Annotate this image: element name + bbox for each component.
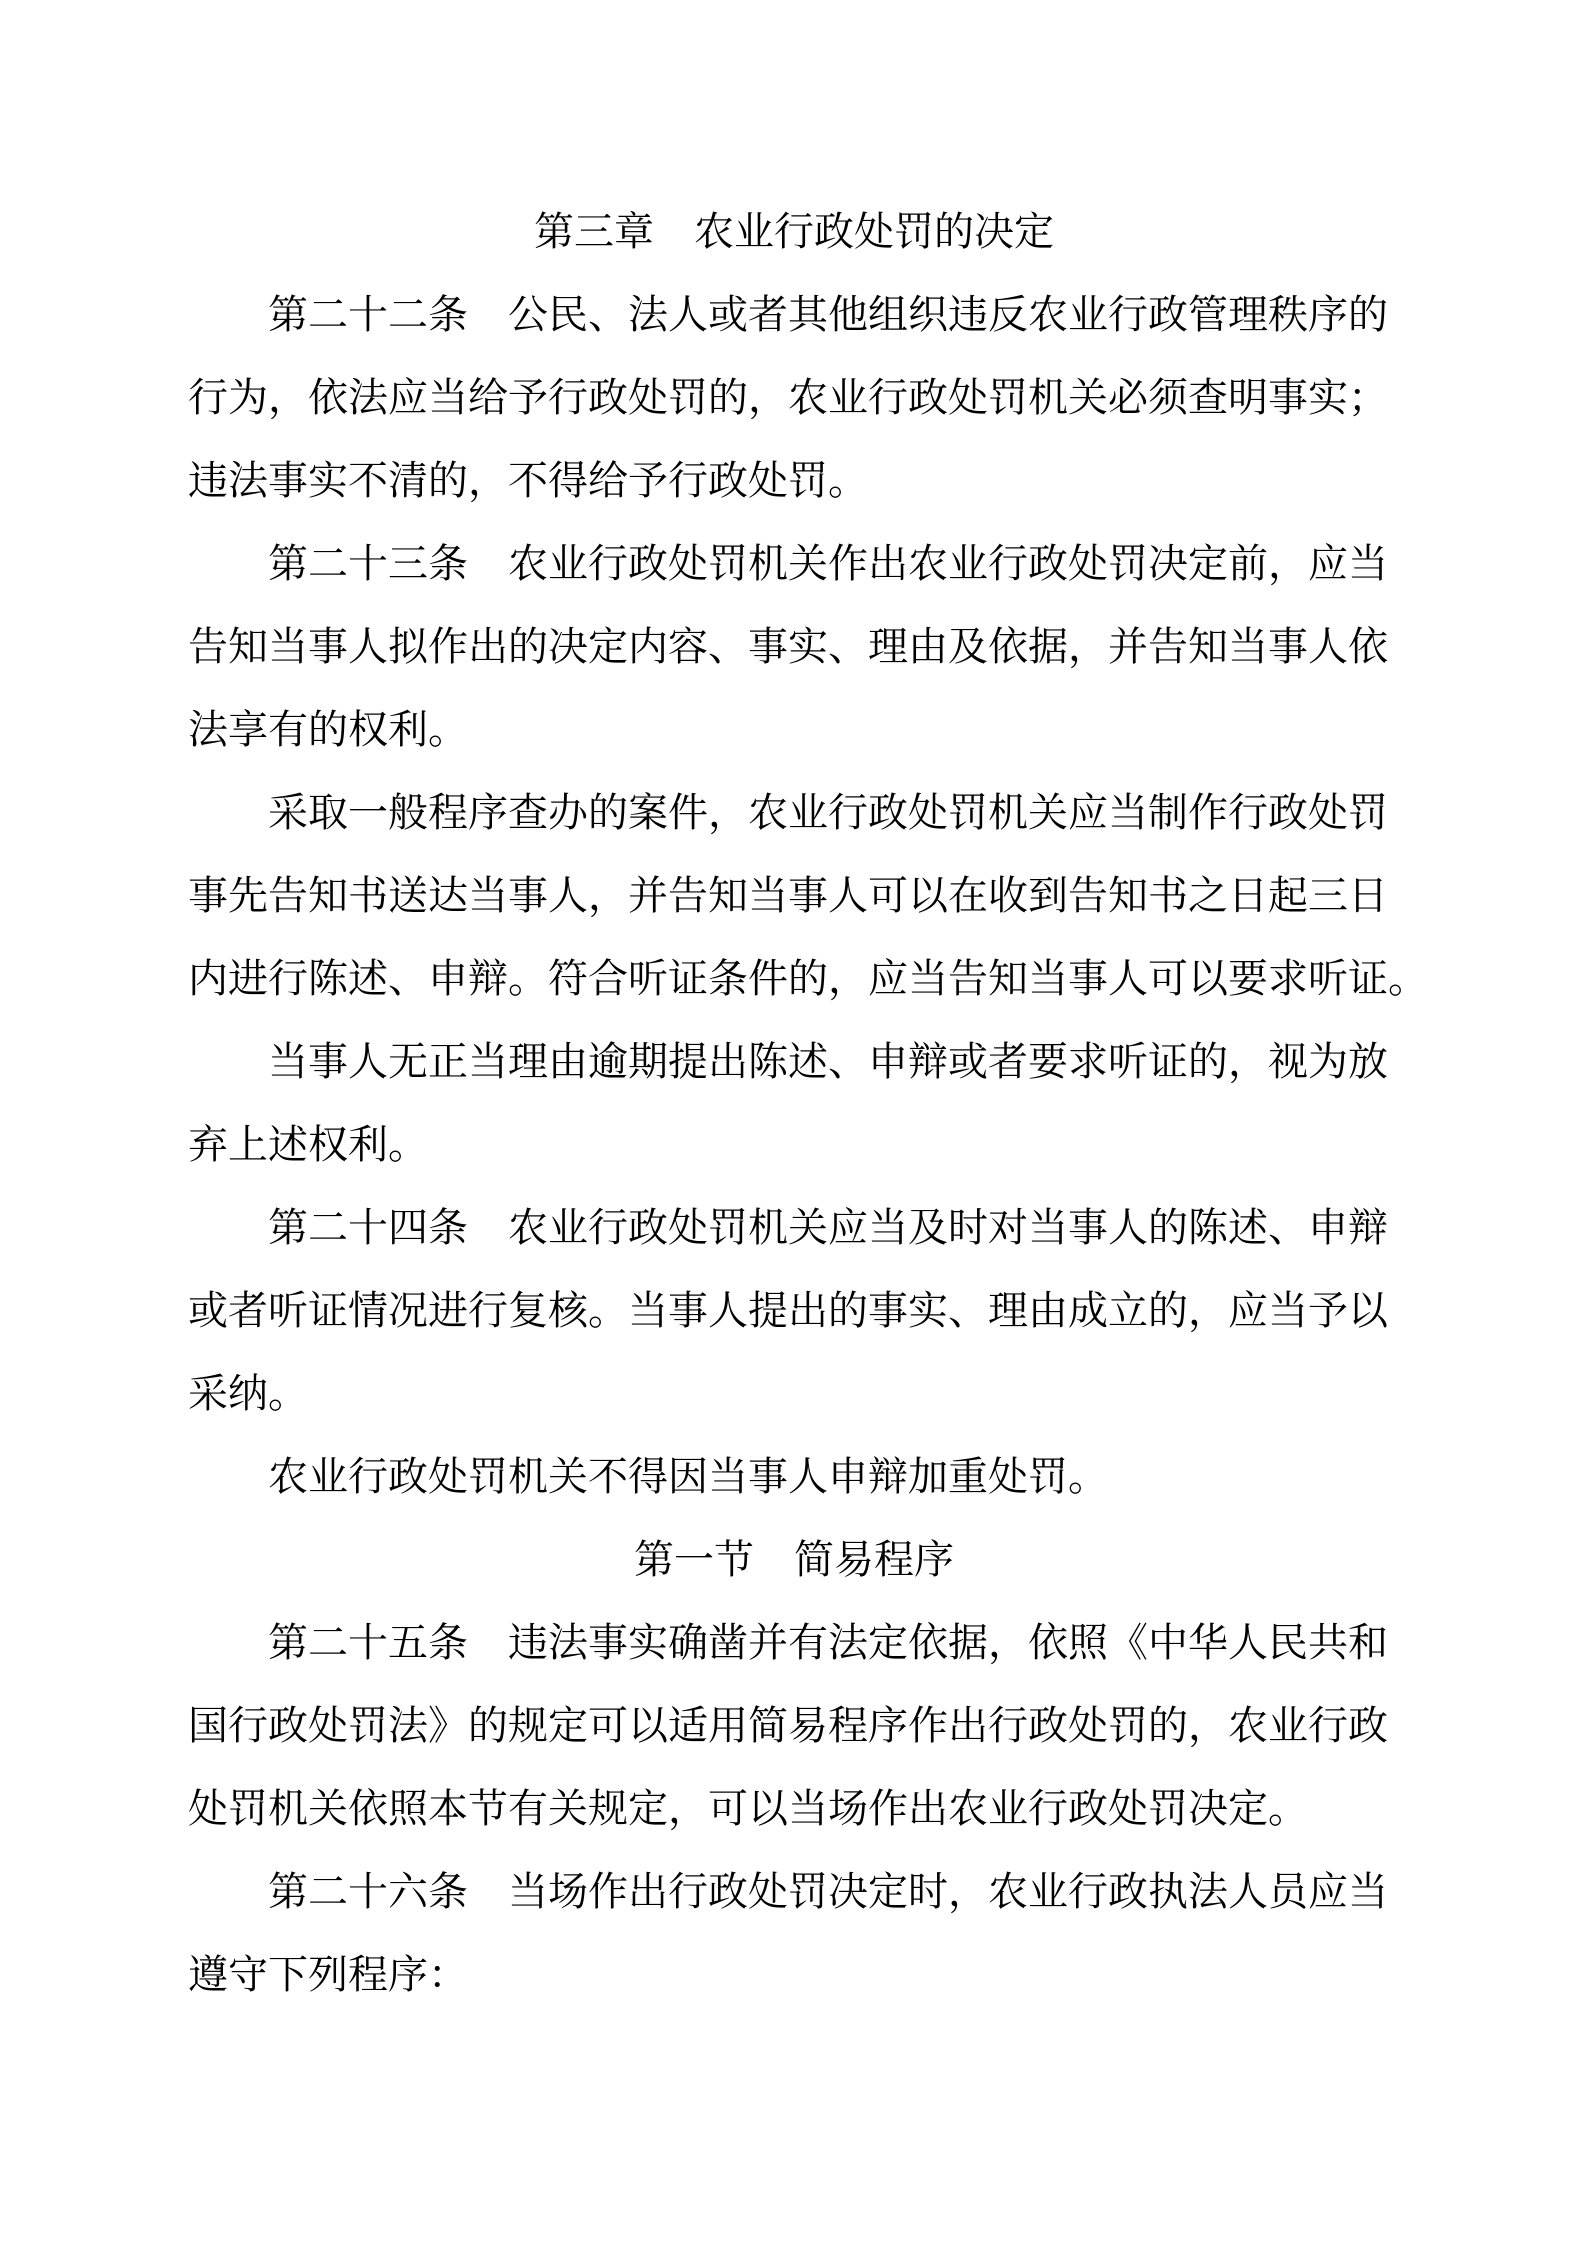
document-body [188, 190, 1428, 2016]
article-25-line-2: 国行政处罚法》的规定可以适用简易程序作出行政处罚的，农业行政 [188, 1703, 1388, 1748]
article-23-line-3: 法享有的权利。 [188, 707, 468, 752]
article-22-line-2: 行为，依法应当给予行政处罚的，农业行政处罚机关必须查明事实； [188, 375, 1388, 420]
article-25-line-1: 第二十五条 违法事实确凿并有法定依据，依照《中华人民共和 [268, 1620, 1388, 1665]
article-24-line-3: 采纳。 [188, 1371, 308, 1416]
section-heading: 第一节 简易程序 [634, 1537, 954, 1582]
article-24-para-2-line-1: 农业行政处罚机关不得因当事人申辩加重处罚。 [268, 1454, 1108, 1499]
article-23-line-2: 告知当事人拟作出的决定内容、事实、理由及依据，并告知当事人依 [188, 624, 1388, 669]
article-23-para-3-line-1: 当事人无正当理由逾期提出陈述、申辩或者要求听证的，视为放 [268, 1039, 1388, 1084]
article-23-line-1: 第二十三条 农业行政处罚机关作出农业行政处罚决定前，应当 [268, 541, 1388, 586]
article-23-para-3-line-2: 弃上述权利。 [188, 1122, 428, 1167]
article-22-line-3: 违法事实不清的，不得给予行政处罚。 [188, 458, 868, 503]
article-24-line-2: 或者听证情况进行复核。当事人提出的事实、理由成立的，应当予以 [188, 1288, 1388, 1333]
article-23-para-2-line-1: 采取一般程序查办的案件，农业行政处罚机关应当制作行政处罚 [268, 790, 1388, 835]
article-26-line-2: 遵守下列程序： [188, 1952, 468, 1997]
article-23-para-2-line-2: 事先告知书送达当事人，并告知当事人可以在收到告知书之日起三日 [188, 873, 1388, 918]
article-26-line-1: 第二十六条 当场作出行政处罚决定时，农业行政执法人员应当 [268, 1869, 1388, 1914]
article-24-line-1: 第二十四条 农业行政处罚机关应当及时对当事人的陈述、申辩 [268, 1205, 1388, 1250]
chapter-heading: 第三章 农业行政处罚的决定 [534, 209, 1054, 254]
article-25-line-3: 处罚机关依照本节有关规定，可以当场作出农业行政处罚决定。 [188, 1786, 1308, 1831]
article-23-para-2-line-3: 内进行陈述、申辩。符合听证条件的，应当告知当事人可以要求听证。 [188, 956, 1428, 1001]
article-22-line-1: 第二十二条 公民、法人或者其他组织违反农业行政管理秩序的 [268, 292, 1388, 337]
